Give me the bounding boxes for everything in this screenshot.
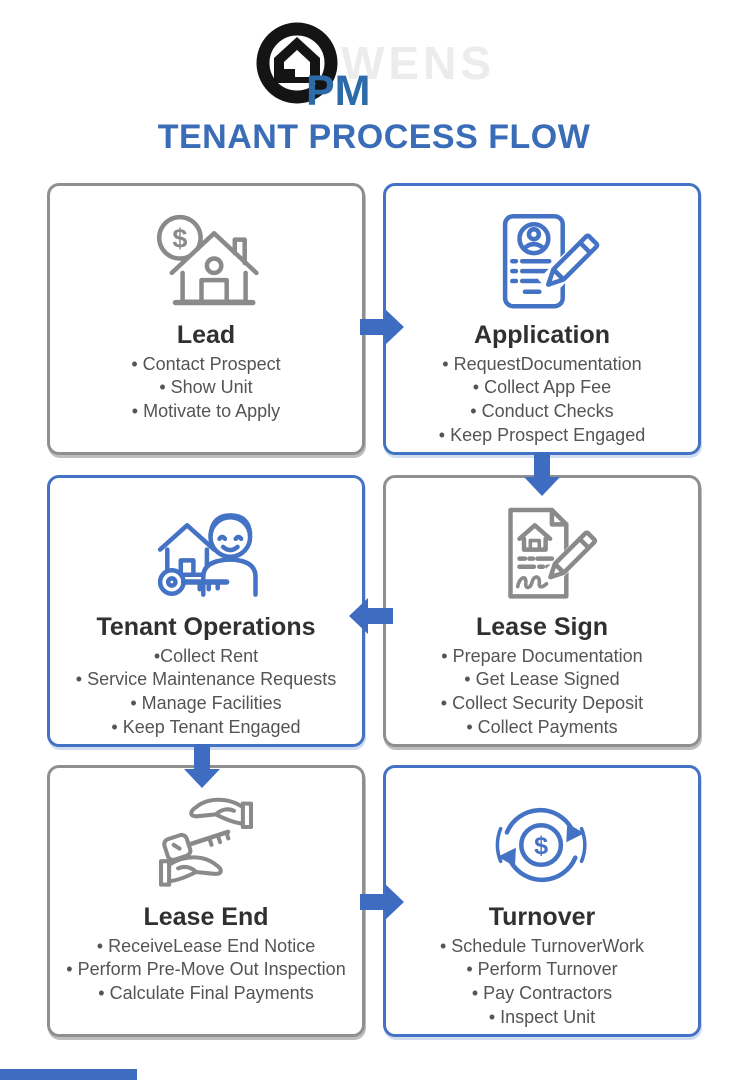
card-items-lease-sign <box>441 645 643 740</box>
brand-pm-text: PM <box>306 67 371 115</box>
bullet-item: • Collect App Fee <box>472 377 612 398</box>
bullet-item: • ReceiveLease End Notice <box>96 935 316 956</box>
lease-document-icon <box>482 500 602 610</box>
card-title-lease-end: Lease End <box>143 903 269 931</box>
tenant-key-icon <box>146 500 266 610</box>
card-items-turnover <box>440 935 644 1030</box>
bullet-item: • Pay Contractors <box>471 983 613 1003</box>
bullet-item: • Contact Prospect <box>131 353 281 374</box>
card-title-turnover: Turnover <box>488 903 596 931</box>
card-items-lease-end <box>66 935 345 1006</box>
card-items-tenant-operations <box>76 645 336 740</box>
bullet-item: • Calculate Final Payments <box>98 983 314 1003</box>
card-tenant-operations <box>47 475 365 747</box>
hands-key-icon <box>146 790 266 900</box>
card-title-application: Application <box>473 321 611 349</box>
bottom-accent-bar <box>0 1069 137 1080</box>
card-lead <box>47 183 365 455</box>
turnover-cycle-icon <box>482 790 602 900</box>
card-title-tenant-operations: Tenant Operations <box>96 613 316 641</box>
bullet-item: •Collect Rent <box>153 645 259 666</box>
card-items-lead <box>131 353 280 424</box>
brand-wens-text: WENS <box>341 37 495 89</box>
card-turnover <box>383 765 701 1037</box>
bullet-item: • Inspect Unit <box>488 1006 596 1027</box>
bullet-item: • Perform Turnover <box>466 959 618 980</box>
arrow-tenant-operations-to-lease-end-icon <box>180 744 224 788</box>
arrow-lead-to-application-icon <box>360 305 404 349</box>
card-lease-sign <box>383 475 701 747</box>
bullet-item: • Keep Prospect Engaged <box>438 424 646 445</box>
header <box>0 0 748 170</box>
bullet-item: • Conduct Checks <box>470 401 614 421</box>
bullet-item: • Prepare Documentation <box>441 645 643 666</box>
bullet-item: • RequestDocumentation <box>442 353 642 374</box>
svg-text:$: $ <box>172 223 188 254</box>
arrow-lease-sign-to-tenant-operations-icon <box>349 594 393 638</box>
card-title-lease-sign: Lease Sign <box>476 613 608 641</box>
application-document-icon <box>482 208 602 318</box>
bullet-item: • Motivate to Apply <box>131 401 281 421</box>
card-title-lead: Lead <box>176 321 236 349</box>
svg-text:$: $ <box>534 832 549 860</box>
card-application <box>383 183 701 455</box>
bullet-item: • Perform Pre-Move Out Inspection <box>66 959 346 980</box>
arrow-lease-end-to-turnover-icon <box>360 880 404 924</box>
page-title: TENANT PROCESS FLOW <box>157 118 591 156</box>
bullet-item: • Manage Facilities <box>130 693 282 713</box>
bullet-item: • Show Unit <box>159 377 253 398</box>
arrow-application-to-lease-sign-icon <box>520 452 564 496</box>
bullet-item: • Get Lease Signed <box>464 669 620 690</box>
bullet-item: • Schedule TurnoverWork <box>439 935 645 956</box>
card-lease-end <box>47 765 365 1037</box>
house-dollar-icon <box>146 208 266 318</box>
card-items-application <box>439 353 645 448</box>
bullet-item: • Service Maintenance Requests <box>75 669 337 690</box>
bullet-item: • Collect Payments <box>466 716 618 737</box>
bullet-item: • Collect Security Deposit <box>440 693 644 713</box>
bullet-item: • Keep Tenant Engaged <box>111 716 301 737</box>
